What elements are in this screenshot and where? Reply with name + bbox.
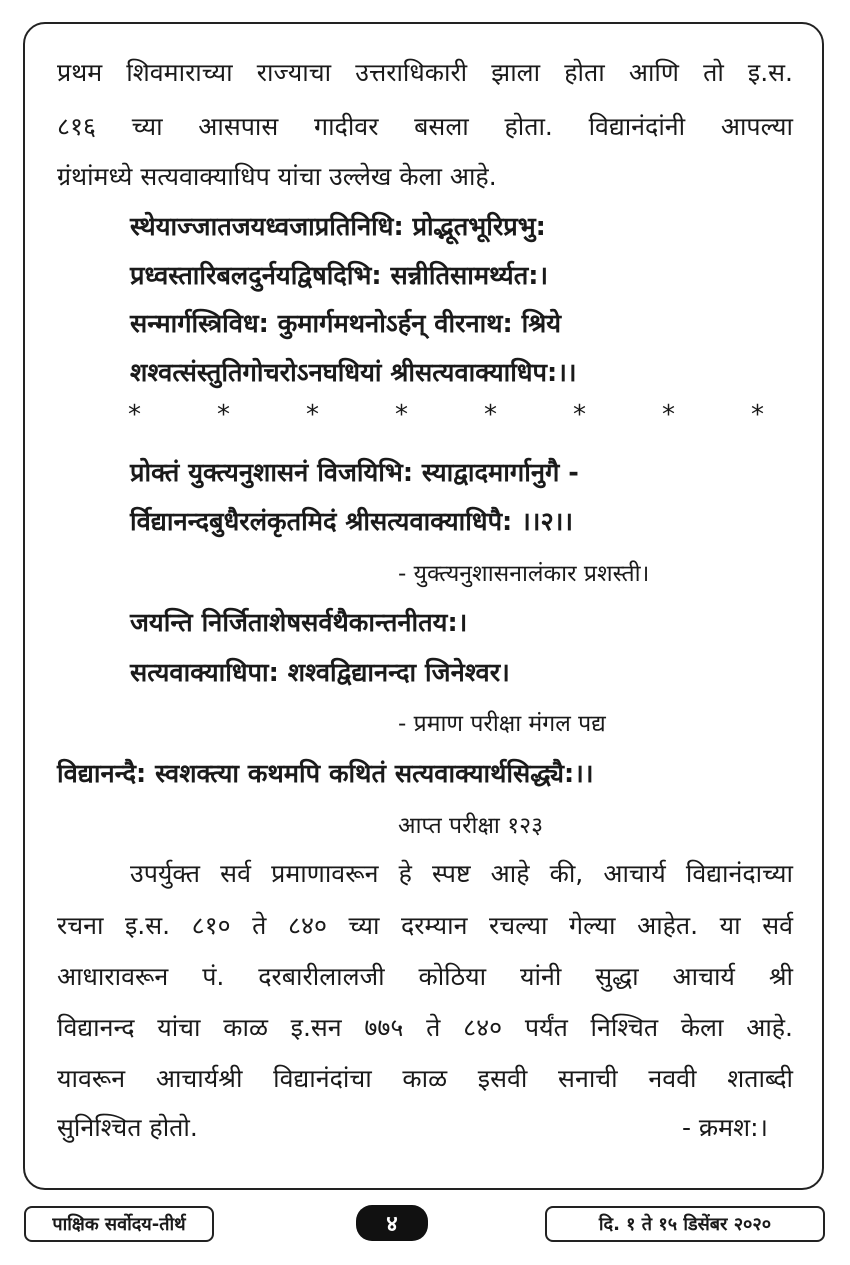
verse-line: सन्मार्गस्त्रिविध: कुमार्गमथनोऽर्हन् वीरनाथ: श्रिये	[130, 309, 562, 339]
verse-line: शश्वत्संस्तुतिगोचरोऽनघधियां श्रीसत्यवाक्याधिप:।।	[130, 358, 577, 388]
verse-line: प्रध्वस्तारिबलदुर्नयद्विषदिभि: सन्नीतिसामर्थ्यत:।	[130, 261, 549, 291]
source-citation: आप्त परीक्षा १२३	[398, 813, 544, 839]
verse-line: स्थेयाज्जातजयध्वजाप्रतिनिधि: प्रोद्भूतभूरिप्रभु:	[130, 212, 546, 242]
verse-line: जयन्ति निर्जिताशेषसर्वथैकान्तनीतय:।	[130, 608, 468, 638]
separator-star: *	[395, 400, 408, 430]
verse-line: प्रोक्तं युक्त्यनुशासनं विजयिभि: स्याद्वादमार्गानुगै -	[130, 458, 579, 488]
verse-line: विद्यानन्दै: स्वशक्त्या कथमपि कथितं सत्यवाक्यार्थसिद्ध्यै:।।	[57, 759, 594, 789]
separator-star: *	[306, 400, 319, 430]
separator-star: *	[217, 400, 230, 430]
verse-line: र्विद्यानन्दबुधैरलंकृतमिदं श्रीसत्यवाक्याधिपै: ।।२।।	[130, 507, 574, 537]
source-citation: - प्रमाण परीक्षा मंगल पद्य	[398, 711, 606, 737]
paragraph-line: विद्यानन्द यांचा काळ इ.सन ७७५ ते ८४० पर्यंत निश्चित केला आहे.	[57, 1013, 793, 1042]
paragraph-line: यावरून आचार्यश्री विद्यानंदांचा काळ इसवी सनाची नववी शताब्दी	[57, 1064, 793, 1093]
paragraph-line: रचना इ.स. ८१० ते ८४० च्या दरम्यान रचल्या गेल्या आहेत. या सर्व	[57, 911, 793, 940]
source-citation: - युक्त्यनुशासनालंकार प्रशस्ती।	[398, 561, 650, 587]
paragraph-line: ८१६ च्या आसपास गादीवर बसला होता. विद्यानंदांनी आपल्या	[57, 112, 793, 141]
paragraph-line: उपर्युक्त सर्व प्रमाणावरून हे स्पष्ट आहे की, आचार्य विद्यानंदाच्या	[130, 859, 793, 888]
issue-date: दि. १ ते १५ डिसेंबर २०२०	[545, 1206, 825, 1242]
verse-line: सत्यवाक्याधिपा: शश्वद्विद्यानन्दा जिनेश्वर।	[130, 658, 510, 688]
separator-star: *	[484, 400, 497, 430]
separator-star: *	[662, 400, 675, 430]
publication-name: पाक्षिक सर्वोदय-तीर्थ	[24, 1206, 214, 1242]
separator-star: *	[573, 400, 586, 430]
continued-note: - क्रमश:।	[681, 1113, 768, 1142]
page-number: ४	[356, 1205, 428, 1241]
separator-star: *	[128, 400, 141, 430]
paragraph-line: सुनिश्चित होतो.	[57, 1113, 198, 1142]
paragraph-line: ग्रंथांमध्ये सत्यवाक्याधिप यांचा उल्लेख केला आहे.	[57, 162, 497, 191]
paragraph-line: प्रथम शिवमाराच्या राज्याचा उत्तराधिकारी झाला होता आणि तो इ.स.	[57, 58, 793, 87]
section-separator	[128, 398, 764, 432]
paragraph-line: आधारावरून पं. दरबारीलालजी कोठिया यांनी सुद्धा आचार्य श्री	[57, 962, 793, 991]
separator-star: *	[751, 400, 764, 430]
